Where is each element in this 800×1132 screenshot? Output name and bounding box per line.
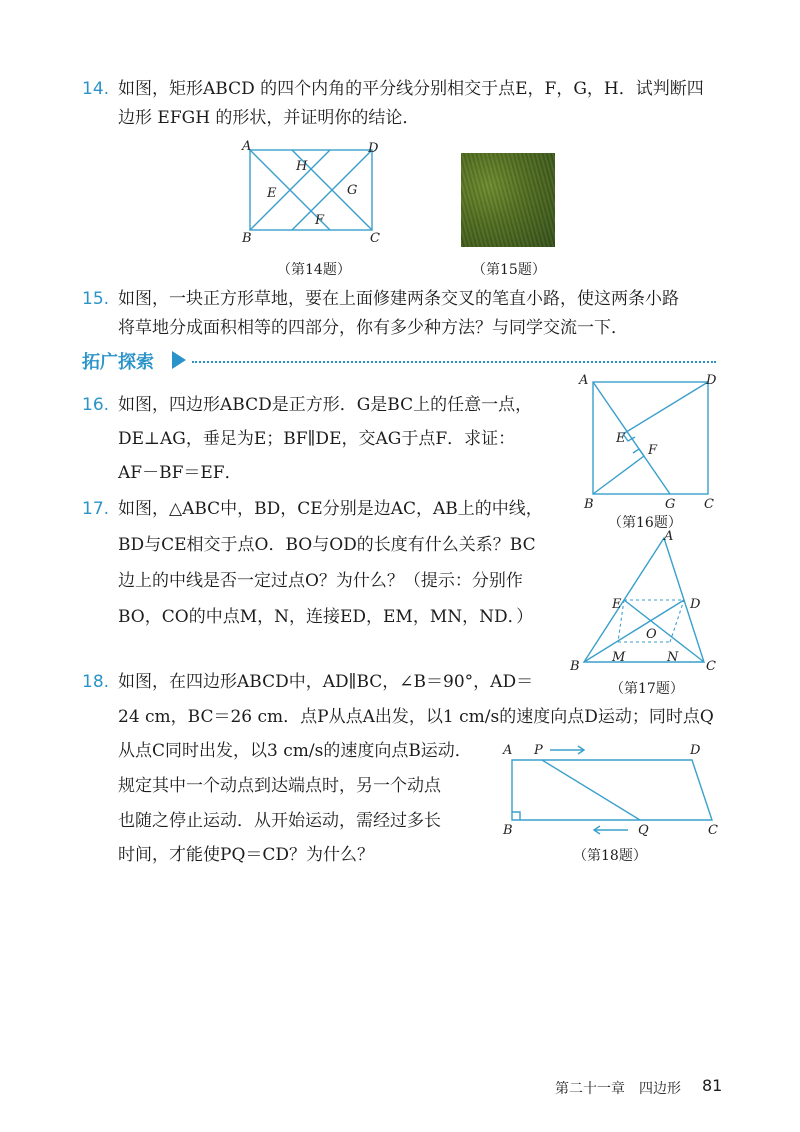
- caption-16: （第16题）: [608, 515, 682, 531]
- problem-18-line-3: 从点C同时出发，以3 cm/s的速度向点B运动．: [118, 741, 472, 761]
- section-title: 拓广探索: [82, 352, 154, 373]
- problem-17-line-3: 边上的中线是否一定过点O？为什么？（提示：分别作: [118, 571, 523, 591]
- f14-label-B: B: [242, 231, 252, 246]
- problem-14-line-1: 如图，矩形ABCD 的四个内角的平分线分别相交于点E，F，G，H．试判断四: [118, 79, 704, 99]
- problem-18-line-2: 24 cm，BC＝26 cm．点P从点A出发，以1 cm/s的速度向点D运动；同时点Q: [118, 707, 714, 727]
- section-divider: [192, 361, 716, 363]
- grass-photo: [461, 153, 555, 247]
- f17-label-M: M: [612, 650, 626, 665]
- problem-18-line-6: 时间，才能使PQ＝CD？为什么？: [118, 845, 375, 865]
- problem-17-number: 17.: [82, 499, 110, 519]
- problem-16-line-1: 如图，四边形ABCD是正方形．G是BC上的任意一点，: [118, 395, 533, 415]
- f16-label-C: C: [704, 497, 714, 512]
- problem-14-number: 14.: [82, 79, 110, 99]
- figure-17: [568, 529, 728, 674]
- f17-label-O: O: [646, 627, 657, 642]
- f17-label-N: N: [667, 650, 679, 665]
- f18-label-P: P: [534, 743, 543, 758]
- f14-label-C: C: [370, 231, 380, 246]
- problem-15-line-2: 将草地分成面积相等的四部分，你有多少种方法？与同学交流一下．: [118, 318, 628, 338]
- problem-15-number: 15.: [82, 289, 110, 309]
- problem-16-line-2: DE⊥AG，垂足为E；BF∥DE，交AG于点F．求证：: [118, 429, 516, 449]
- f14-label-D: D: [368, 141, 379, 156]
- f14-label-F: F: [315, 213, 325, 228]
- f18-label-B: B: [503, 823, 513, 838]
- problem-16-line-3: AF－BF＝EF．: [118, 463, 242, 483]
- figure-18: [500, 740, 730, 840]
- figure-16: [578, 372, 718, 512]
- f14-label-E: E: [267, 186, 277, 201]
- f16-label-G: G: [665, 497, 676, 512]
- figure-14: [238, 138, 378, 248]
- f16-label-D: D: [706, 373, 717, 388]
- f16-label-E: E: [616, 431, 626, 446]
- problem-17-line-2: BD与CE相交于点O．BO与OD的长度有什么关系？BC: [118, 535, 536, 555]
- f16-label-F: F: [648, 443, 658, 458]
- problem-15-line-1: 如图，一块正方形草地，要在上面修建两条交叉的笔直小路，使这两条小路: [118, 289, 679, 309]
- problem-18-line-4: 规定其中一个动点到达端点时，另一个动点: [118, 776, 441, 796]
- f17-label-C: C: [706, 659, 716, 674]
- page-number: 81: [702, 1076, 723, 1095]
- caption-15: （第15题）: [472, 262, 546, 278]
- problem-17-line-4: BO，CO的中点M，N，连接ED，EM，MN，ND．）: [118, 607, 534, 627]
- f17-label-A: A: [664, 529, 674, 544]
- f17-label-E: E: [612, 597, 622, 612]
- caption-18: （第18题）: [573, 848, 647, 864]
- caption-14: （第14题）: [277, 262, 351, 278]
- f17-label-B: B: [570, 659, 580, 674]
- problem-16-number: 16.: [82, 395, 110, 415]
- problem-18-line-5: 也随之停止运动．从开始运动，需经过多长: [118, 811, 441, 831]
- f18-label-D: D: [690, 743, 701, 758]
- chapter-footer: 第二十一章 四边形: [555, 1081, 681, 1097]
- f14-label-G: G: [347, 183, 358, 198]
- f18-label-A: A: [503, 743, 513, 758]
- f14-label-H: H: [296, 159, 308, 174]
- f18-label-Q: Q: [638, 823, 649, 838]
- f16-label-A: A: [579, 373, 589, 388]
- f18-label-C: C: [708, 823, 718, 838]
- f17-label-D: D: [690, 597, 701, 612]
- problem-17-line-1: 如图，△ABC中，BD，CE分别是边AC，AB上的中线，: [118, 499, 543, 519]
- f16-label-B: B: [584, 497, 594, 512]
- f14-label-A: A: [242, 139, 252, 154]
- problem-18-line-1: 如图，在四边形ABCD中，AD∥BC，∠B＝90°，AD＝: [118, 672, 534, 692]
- section-arrow-icon: [172, 351, 186, 369]
- caption-17: （第17题）: [610, 681, 684, 697]
- problem-18-number: 18.: [82, 672, 110, 692]
- problem-14-line-2: 边形 EFGH 的形状，并证明你的结论．: [118, 108, 420, 128]
